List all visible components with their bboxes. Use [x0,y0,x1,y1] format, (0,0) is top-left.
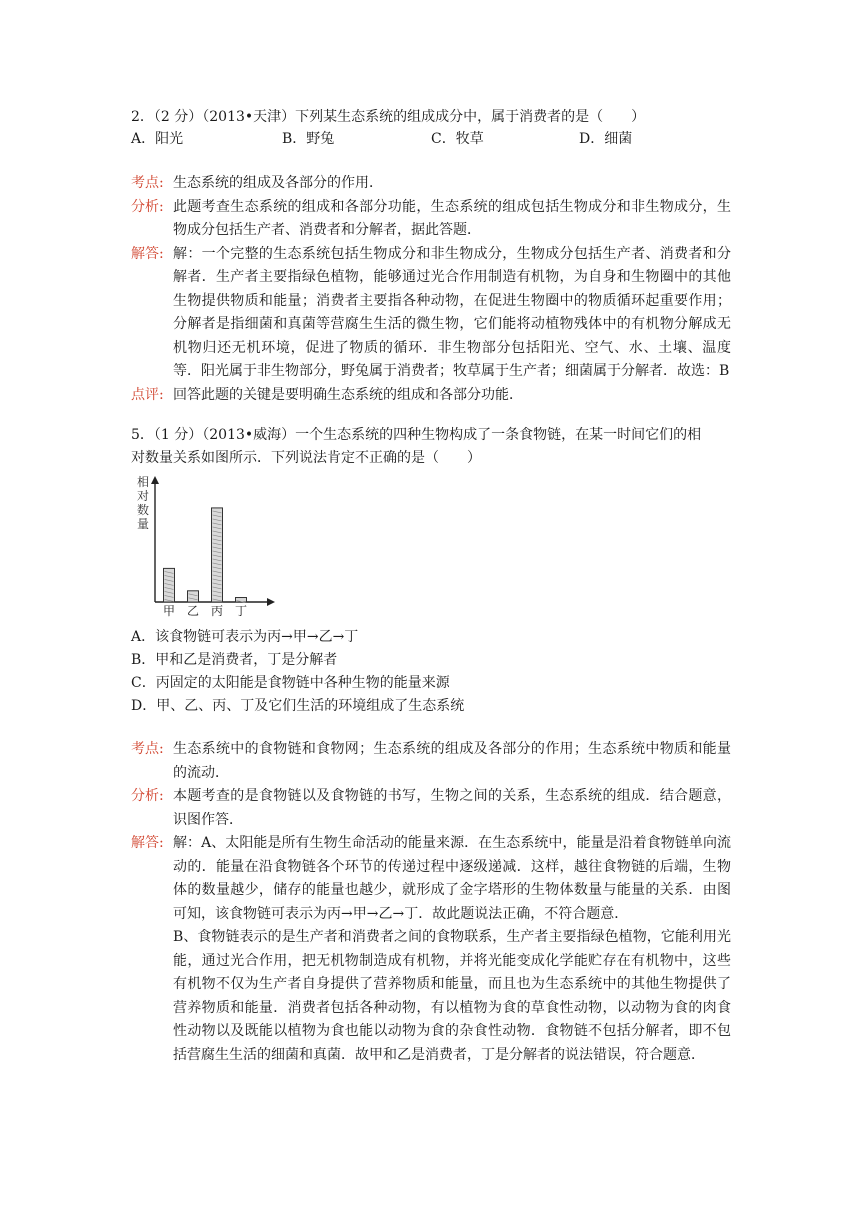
food-chain-chart [131,470,281,620]
q2-explanation [131,172,731,407]
q5-stem-line2: 对数量关系如图所示．下列说法肯定不正确的是（ ） [131,450,481,466]
x-axis-arrow [267,598,275,606]
x-tick-label: 丙 [210,604,224,618]
dianping-tag: 点评: [131,386,164,403]
q5-option-d: D．甲、乙、丙、丁及它们生活的环境组成了生态系统 [131,698,465,714]
q2-option-d: D．细菌 [579,131,633,147]
dianping-text: 回答此题的关键是要明确生态系统的组成和各部分功能． [173,386,523,403]
jieda-tag: 解答: [131,245,164,262]
q2-kaodian [131,172,731,196]
q2-stem: 2．（2 分）（2013•天津）下列某生态系统的组成成分中，属于消费者的是（ ） [131,109,646,125]
kaodian-text: 生态系统中的食物链和食物网；生态系统的组成及各部分的作用；生态系统中物质和能量的流动． [173,741,731,781]
q2-option-a: A．阳光 [131,131,184,147]
kaodian-tag: 考点: [131,175,164,191]
q5-kaodian [131,738,731,785]
q5-explanation [131,738,731,1067]
y-axis-label-char: 对 [137,489,150,503]
jieda-tag: 解答: [131,835,164,851]
q2-jieda [131,243,731,384]
y-axis-label-char: 量 [137,517,150,531]
q2-options [131,128,731,150]
q5-fenxi [131,785,731,832]
q2-option-b: B．野兔 [282,131,335,147]
q2-option-c: C．牧草 [431,131,484,147]
q2-fenxi [131,196,731,243]
q5-jieda [131,832,731,1067]
q2-dianping [131,384,731,408]
x-tick-label: 乙 [186,604,200,618]
q5-option-a: A．该食物链可表示为丙→甲→乙→丁 [131,629,359,645]
y-axis-label-char: 数 [137,503,150,517]
fenxi-tag: 分析: [131,788,164,804]
jieda-text: 解：一个完整的生态系统包括生物成分和非生物成分，生物成分包括生产者、消费者和分解者．生产者主要指绿色植物，能够通过光合作用制造有机物，为自身和生物圈中的其他生物提供物质和能量；消费者主要指各种动物，在促进生物圈中的物质循环起重要作用；分解者是指细菌和真菌等营腐生生活的微生物，它们能将动植物残体中的有机物分解成无机物归还无机环境，促进了物质的循环．非生物部分包括阳光、空气、水、土壤、温度等．阳光属于非生物部分，野兔属于消费者；牧草属于生产者；细菌属于分解者．故选：B [173,245,731,379]
y-axis-label-char: 相 [137,475,150,489]
fenxi-text: 本题考查的是食物链以及食物链的书写，生物之间的关系，生态系统的组成．结合题意，识图作答． [173,788,731,828]
q5-option-c: C．丙固定的太阳能是食物链中各种生物的能量来源 [131,675,450,691]
q5-stem-line1: 5．（1 分）（2013•威海）一个生态系统的四种生物构成了一条食物链，在某一时间它们的相 [131,427,702,443]
kaodian-text: 生态系统的组成及各部分的作用． [173,175,383,191]
x-tick-label: 丁 [234,604,248,618]
bar-乙 [188,591,199,602]
fenxi-text: 此题考查生态系统的组成和各部分功能，生态系统的组成包括生物成分和非生物成分，生物成分包括生产者、消费者和分解者，据此答题． [173,198,731,238]
bar-chart-svg [131,470,281,620]
y-axis-arrow [151,476,159,484]
x-tick-label: 甲 [162,604,176,618]
jieda-text-b: B、食物链表示的是生产者和消费者之间的食物联系，生产者主要指绿色植物，它能利用光能，通过光合作用，把无机物制造成有机物，并将光能变成化学能贮存在有机物中，这些有机物不仅为生产者自身提供了营养物质和能量，而且也为生态系统中的其他生物提供了营养物质和能量．消费者包括各种动物，有以植物为食的草食性动物，以动物为食的肉食性动物以及既能以植物为食也能以动物为食的杂食性动物．食物链不包括分解者，即不包括营腐生生活的细菌和真菌．故甲和乙是消费者，丁是分解者的说法错误，符合题意． [173,929,731,1063]
jieda-text-a: 解：A、太阳能是所有生物生命活动的能量来源．在生态系统中，能量是沿着食物链单向流动的．能量在沿食物链各个环节的传递过程中逐级递减．这样，越往食物链的后端，生物体的数量越少，储存的能量也越少，就形成了金字塔形的生物体数量与能量的关系．由图可知，该食物链可表示为丙→甲→乙→丁．故此题说法正确，不符合题意． [173,835,731,922]
fenxi-tag: 分析: [131,198,164,215]
kaodian-tag: 考点: [131,741,164,757]
q5-option-b: B．甲和乙是消费者，丁是分解者 [131,652,338,668]
